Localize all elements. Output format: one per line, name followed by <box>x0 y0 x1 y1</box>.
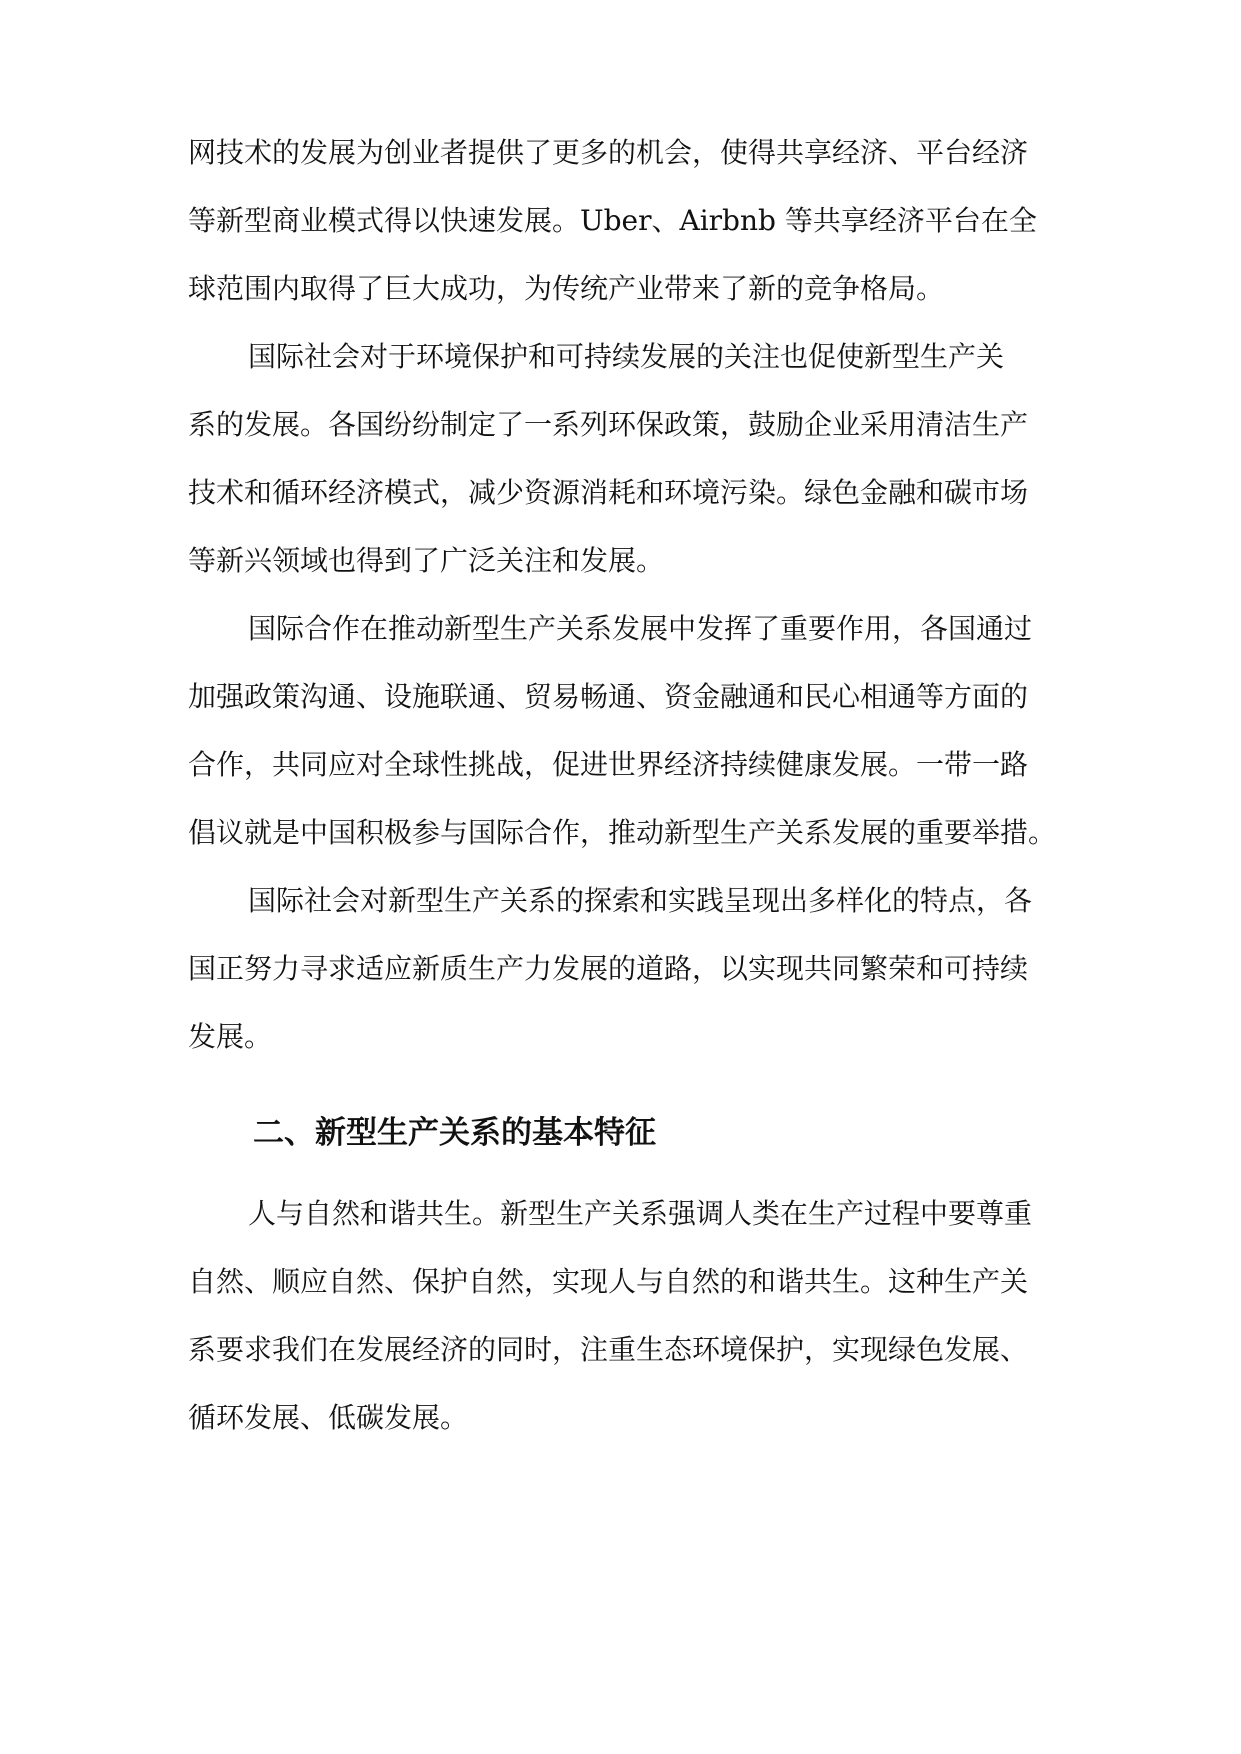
paragraph-2-line-3: 技术和循环经济模式，减少资源消耗和环境污染。绿色金融和碳市场 <box>188 476 1029 509</box>
paragraph-4-line-1: 国际社会对新型生产关系的探索和实践呈现出多样化的特点，各 <box>248 884 1033 917</box>
section-paragraph-1-line-3: 系要求我们在发展经济的同时，注重生态环境保护，实现绿色发展、 <box>188 1333 1029 1366</box>
paragraph-1-line-3: 球范围内取得了巨大成功，为传统产业带来了新的竞争格局。 <box>188 272 945 305</box>
section-paragraph-1-line-2: 自然、顺应自然、保护自然，实现人与自然的和谐共生。这种生产关 <box>188 1265 1029 1298</box>
section-paragraph-1-line-1: 人与自然和谐共生。新型生产关系强调人类在生产过程中要尊重 <box>248 1197 1033 1230</box>
paragraph-3-line-2: 加强政策沟通、设施联通、贸易畅通、资金融通和民心相通等方面的 <box>188 680 1029 713</box>
paragraph-1-line-1: 网技术的发展为创业者提供了更多的机会，使得共享经济、平台经济 <box>188 136 1029 169</box>
paragraph-2-line-2: 系的发展。各国纷纷制定了一系列环保政策，鼓励企业采用清洁生产 <box>188 408 1029 441</box>
paragraph-1-line-2: 等新型商业模式得以快速发展。Uber、Airbnb 等共享经济平台在全 <box>188 204 1037 237</box>
section-paragraph-1-line-4: 循环发展、低碳发展。 <box>188 1401 469 1434</box>
paragraph-2-line-1: 国际社会对于环境保护和可持续发展的关注也促使新型生产关 <box>248 340 1005 373</box>
paragraph-2-line-4: 等新兴领域也得到了广泛关注和发展。 <box>188 544 665 577</box>
section-heading: 二、新型生产关系的基本特征 <box>253 1115 656 1151</box>
paragraph-4-line-3: 发展。 <box>188 1020 273 1053</box>
paragraph-3-line-3: 合作，共同应对全球性挑战，促进世界经济持续健康发展。一带一路 <box>188 748 1029 781</box>
paragraph-3-line-4: 倡议就是中国积极参与国际合作，推动新型生产关系发展的重要举措。 <box>188 816 1057 849</box>
paragraph-4-line-2: 国正努力寻求适应新质生产力发展的道路，以实现共同繁荣和可持续 <box>188 952 1029 985</box>
paragraph-3-line-1: 国际合作在推动新型生产关系发展中发挥了重要作用，各国通过 <box>248 612 1033 645</box>
